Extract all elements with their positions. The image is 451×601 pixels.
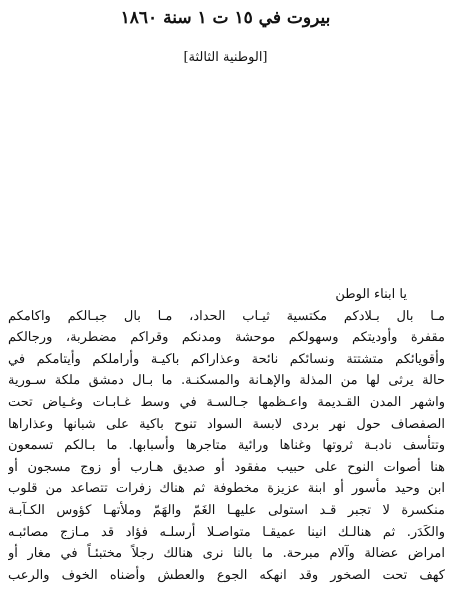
text-line: الصفصاف حول نهر بردى لابسة السواد تنوح باكية على شبانها وعذاراها <box>8 416 445 432</box>
text-line: مـا بال بـلادكم مكتسية ثيـاب الحداد، مـا بال جبـالكم واكامكم <box>8 308 445 324</box>
text-line: منكسرة لا تجبر قـد استولى عليهـا الغَمّ والهَمّ وملأتهـا كؤوس الكـآبـة <box>8 502 445 518</box>
text-line: حالة يرثى لها من المذلة والإهـانة والمسكنـة. ما بـال دمشق ملكة سـورية <box>8 373 445 389</box>
text-line: هنا أصوات النوح على حبيب مفقود أو صديق هـارب أو زوج مسجون أو <box>8 459 445 475</box>
text-line: وتتأسف نادبـة ثروتها وغناها ورائية متاجرها وأسبابها. ما بـالكم تسمعون <box>8 438 445 454</box>
text-line: كهف تحت الصخور وقد انهكه الجوع والعطش وأضناه الخوف والرعب <box>8 567 445 583</box>
salutation: يا ابناء الوطن <box>335 287 407 302</box>
text-line: ابن وحيد مأسور أو ابنة عزيزة مخطوفة ثم هناك زفرات تتصاعد من قلوب <box>8 481 445 497</box>
date-heading: بيروت في ١٥ ت ١ سنة ١٨٦٠ <box>120 8 331 28</box>
letter-body <box>8 284 445 586</box>
text-line: امراض عضالة وآلام مبرحة. ما بالنا نرى هنالك رجلاً مختبئـاً في مغار أو <box>8 546 445 562</box>
text-line: والكَدَر. ثم هنالـك انينا عميقـا متواصـلا أرسلـه فؤاد قد مـازج مصائبـه <box>8 524 445 540</box>
text-line: مقفرة وأوديتكم وسهولكم موحشة ومدنكم وقراكم مضطربة، ورجالكم <box>8 330 445 346</box>
text-line: وأقويائكم متشتتة ونسائكم نائحة وعذاراكم باكيـة وأراملكم وأيتامكم في <box>8 351 445 367</box>
text-line: واشهر المدن القـديمة واعـظمها جـالسـة في وسط غـابـات وغـياض تحت <box>8 394 445 410</box>
article-subtitle: [الوطنية الثالثة] <box>183 50 268 65</box>
